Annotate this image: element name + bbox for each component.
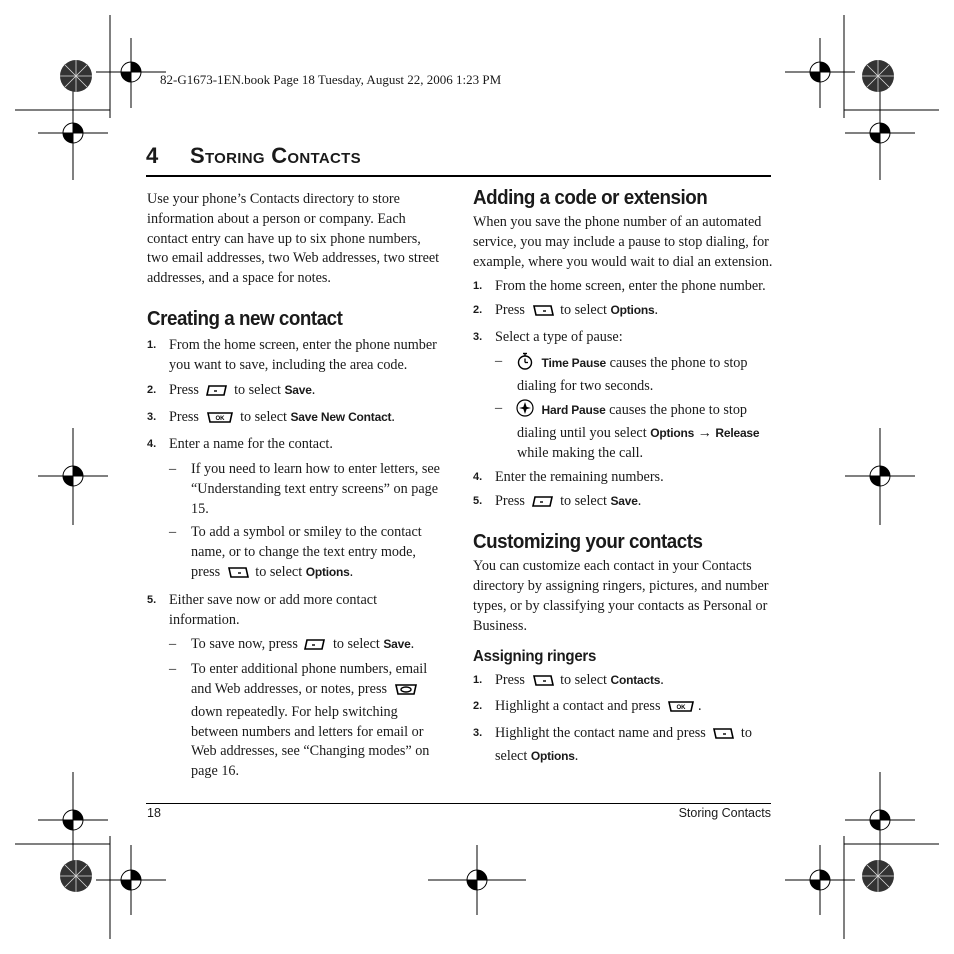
adding-step-3: 3. Select a type of pause: — [473, 328, 623, 345]
creating-step-4-note-1: – If you need to learn how to enter letters, see “Understanding text entry screens” on page 15. — [169, 460, 440, 517]
ringers-step-1: 1. Press to select Contacts. — [473, 671, 773, 694]
chapter-heading — [146, 143, 771, 177]
right-softkey-icon — [206, 384, 228, 404]
creating-step-1: 1. From the home screen, enter the phone number you want to save, including the area code. — [147, 336, 437, 373]
creating-step-5-note-2: – To enter additional phone numbers, email and Web addresses, or notes, press down repeatedly. For help switching between numbers and letters for email or Web addresses, see “Changing modes” on page 16. — [169, 661, 430, 780]
chapter-title: Storing Contacts — [190, 143, 361, 168]
creating-step-5: 5. Either save now or add more contact information. — [147, 591, 378, 628]
chapter-number: 4 — [146, 143, 159, 168]
page-number: 18 — [147, 806, 161, 820]
hard-pause-icon — [515, 399, 535, 424]
creating-heading: Creating a new contact — [147, 307, 343, 330]
intro-paragraph: Use your phone’s Contacts directory to store information about a person or company. Each contact entry can have up to six phone numbers, two email addresses, two Web addresses, two street addresses, and a space for notes. — [147, 191, 440, 287]
right-column — [473, 187, 773, 767]
pause-option-hard: – Hard Pause causes the phone to stop dialing until you select Options → Release while making the call. — [495, 400, 760, 461]
ok-key-icon — [206, 411, 234, 431]
creating-step-4-note-2: – To add a symbol or smiley to the contact name, or to change the text entry mode, press to select Options. — [147, 523, 443, 585]
ringers-step-3: 3. Highlight the contact name and press to select Options. — [473, 725, 752, 764]
footer-section-title: Storing Contacts — [678, 806, 771, 820]
left-softkey-icon — [712, 727, 734, 747]
creating-step-4: 4. Enter a name for the contact. — [147, 436, 333, 453]
footer-rule — [146, 803, 771, 804]
customizing-heading: Customizing your contacts — [473, 531, 703, 554]
creating-step-3: 3. Press OK to select Save New Contact. — [147, 408, 443, 431]
ringers-step-2: 2. Highlight a contact and press OK . — [473, 697, 773, 720]
left-softkey-icon — [532, 304, 554, 324]
adding-step-5: 5. Press to select Save. — [473, 492, 773, 515]
adding-step-4: 4. Enter the remaining numbers. — [473, 468, 664, 485]
svg-text:OK: OK — [676, 705, 686, 712]
adding-step-1: 1. From the home screen, enter the phone number. — [473, 278, 766, 295]
navigation-key-down-icon — [394, 683, 418, 703]
svg-text:OK: OK — [215, 416, 225, 423]
left-column — [147, 190, 443, 782]
pause-option-time: – Time Pause causes the phone to stop dialing for two seconds. — [495, 352, 748, 394]
ok-key-icon — [667, 700, 695, 720]
adding-intro: When you save the phone number of an automated service, you may include a pause to stop dialing, for example, where you would wait to dial an extension. — [473, 214, 773, 270]
customizing-intro: You can customize each contact in your Contacts directory by assigning ringers, pictures, and number types, or by classifying your contacts as Personal or Business. — [473, 558, 769, 634]
left-softkey-icon — [532, 674, 554, 694]
stopwatch-icon — [515, 352, 535, 377]
right-softkey-icon — [532, 495, 554, 515]
ringers-heading: Assigning ringers — [473, 647, 597, 665]
left-softkey-icon — [227, 566, 249, 586]
adding-heading: Adding a code or extension — [473, 187, 708, 209]
print-header: 82-G1673-1EN.book Page 18 Tuesday, August 22, 2006 1:23 PM — [160, 72, 502, 87]
creating-step-2: 2. Press to select Save. — [147, 381, 443, 404]
creating-step-5-note-1: – To save now, press to select Save. — [147, 635, 443, 658]
right-softkey-icon — [304, 638, 326, 658]
adding-step-2: 2. Press to select Options. — [473, 301, 773, 324]
